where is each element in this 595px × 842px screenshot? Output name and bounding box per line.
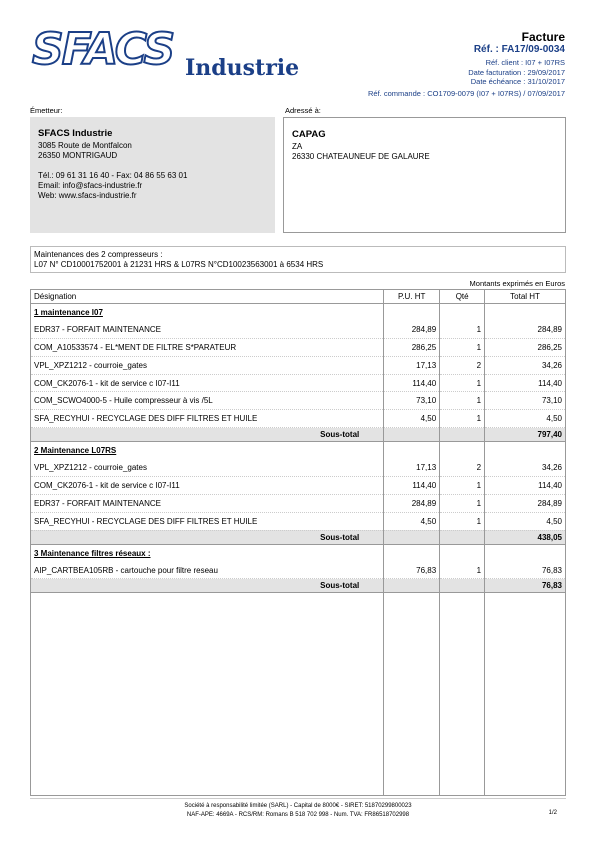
- page-number: 1/2: [548, 810, 557, 816]
- recipient-address-line1: ZA: [292, 142, 303, 151]
- item-total: 286,25: [485, 338, 566, 356]
- empty-cell: [485, 304, 566, 321]
- header-designation: Désignation: [31, 290, 384, 304]
- recipient-box: [283, 117, 566, 233]
- item-quantity: 2: [440, 459, 485, 476]
- table-header-row: [31, 290, 566, 304]
- item-designation: EDR37 - FORFAIT MAINTENANCE: [31, 494, 384, 512]
- section-title: 1 maintenance l07: [31, 304, 384, 321]
- item-unit-price: 4,50: [384, 410, 440, 428]
- item-quantity: 1: [440, 392, 485, 410]
- subtotal-value: 797,40: [485, 428, 566, 442]
- footer-line1: Société à responsabilité limitée (SARL) - Capital de 8000€ - SIRET: 51870299800023: [184, 803, 412, 809]
- item-unit-price: 17,13: [384, 356, 440, 374]
- item-unit-price: 114,40: [384, 374, 440, 392]
- client-reference: Réf. client : I07 + I07RS: [485, 58, 565, 67]
- item-designation: VPL_XPZ1212 - courroie_gates: [31, 459, 384, 476]
- item-quantity: 1: [440, 374, 485, 392]
- item-designation: EDR37 - FORFAIT MAINTENANCE: [31, 321, 384, 338]
- sender-email: Email: info@sfacs-industrie.fr: [38, 181, 143, 190]
- empty-cell: [440, 544, 485, 561]
- recipient-name: CAPAG: [292, 129, 326, 140]
- item-total: 114,40: [485, 374, 566, 392]
- maintenance-note-line2: L07 N° CD10001752001 à 21231 HRS & L07RS N°CD10023563001 à 6534 HRS: [34, 260, 324, 269]
- table-row: [31, 374, 566, 392]
- item-total: 34,26: [485, 459, 566, 476]
- table-row: [31, 494, 566, 512]
- company-logo: SFACS: [32, 24, 174, 75]
- subtotal-label: Sous-total: [31, 428, 384, 442]
- item-total: 284,89: [485, 494, 566, 512]
- item-unit-price: 286,25: [384, 338, 440, 356]
- maintenance-note: [30, 246, 566, 273]
- subtotal-value: 438,05: [485, 530, 566, 544]
- header-unit-price: P.U. HT: [384, 290, 440, 304]
- item-total: 4,50: [485, 512, 566, 530]
- empty-cell: [384, 442, 440, 459]
- item-total: 4,50: [485, 410, 566, 428]
- item-designation: AIP_CARTBEA105RB - cartouche pour filtre reseau: [31, 562, 384, 579]
- item-designation: COM_CK2076-1 - kit de service c I07-I11: [31, 477, 384, 495]
- recipient-label: Adressé à:: [285, 106, 321, 115]
- section-header-row: [31, 442, 566, 459]
- subtotal-label: Sous-total: [31, 530, 384, 544]
- section-header-row: [31, 304, 566, 321]
- empty-cell: [440, 530, 485, 544]
- due-date: Date échéance : 31/10/2017: [470, 77, 565, 86]
- recipient-address-line2: 26330 CHATEAUNEUF DE GALAURE: [292, 152, 430, 161]
- header-total: Total HT: [485, 290, 566, 304]
- table-row: [31, 562, 566, 579]
- invoice-reference: Réf. : FA17/09-0034: [473, 44, 565, 55]
- item-quantity: 1: [440, 410, 485, 428]
- section-title: 2 Maintenance L07RS: [31, 442, 384, 459]
- item-total: 34,26: [485, 356, 566, 374]
- sender-name: SFACS Industrie: [38, 128, 113, 139]
- table-row: [31, 410, 566, 428]
- subtotal-row: [31, 579, 566, 593]
- item-designation: COM_SCWO4000-5 - Huile compresseur à vis /5L: [31, 392, 384, 410]
- subtotal-value: 76,83: [485, 579, 566, 593]
- empty-cell: [440, 304, 485, 321]
- company-logo-subtitle: Industrie: [185, 55, 300, 81]
- item-unit-price: 114,40: [384, 477, 440, 495]
- empty-cell: [384, 593, 440, 796]
- sender-label: Émetteur:: [30, 106, 63, 115]
- item-quantity: 1: [440, 338, 485, 356]
- document-title: Facture: [521, 30, 565, 44]
- item-quantity: 1: [440, 321, 485, 338]
- item-designation: COM_A10533574 - EL*MENT DE FILTRE S*PARATEUR: [31, 338, 384, 356]
- item-unit-price: 76,83: [384, 562, 440, 579]
- item-quantity: 1: [440, 494, 485, 512]
- subtotal-row: [31, 530, 566, 544]
- footer: [30, 798, 566, 820]
- table-row: [31, 477, 566, 495]
- subtotal-row: [31, 428, 566, 442]
- sender-website: Web: www.sfacs-industrie.fr: [38, 191, 137, 200]
- empty-cell: [384, 530, 440, 544]
- item-total: 114,40: [485, 477, 566, 495]
- invoice-table: [30, 289, 566, 796]
- empty-cell: [440, 579, 485, 593]
- item-unit-price: 4,50: [384, 512, 440, 530]
- item-unit-price: 284,89: [384, 321, 440, 338]
- item-quantity: 2: [440, 356, 485, 374]
- order-reference: Réf. commande : CO1709-0079 (I07 + I07RS) / 07/09/2017: [368, 89, 565, 98]
- empty-cell: [31, 593, 384, 796]
- maintenance-note-line1: Maintenances des 2 compresseurs :: [34, 250, 163, 259]
- item-designation: SFA_RECYHUI - RECYCLAGE DES DIFF FILTRES ET HUILE: [31, 410, 384, 428]
- empty-cell: [440, 428, 485, 442]
- table-row: [31, 392, 566, 410]
- item-quantity: 1: [440, 512, 485, 530]
- sender-box: [30, 117, 275, 233]
- empty-cell: [485, 442, 566, 459]
- section-header-row: [31, 544, 566, 561]
- table-row: [31, 321, 566, 338]
- empty-cell: [384, 304, 440, 321]
- item-quantity: 1: [440, 562, 485, 579]
- item-designation: SFA_RECYHUI - RECYCLAGE DES DIFF FILTRES ET HUILE: [31, 512, 384, 530]
- sender-address-line2: 26350 MONTRIGAUD: [38, 151, 118, 160]
- currency-note: Montants exprimés en Euros: [469, 279, 565, 288]
- section-title: 3 Maintenance filtres réseaux :: [31, 544, 384, 561]
- invoice-date: Date facturation : 29/09/2017: [468, 68, 565, 77]
- empty-cell: [384, 428, 440, 442]
- subtotal-label: Sous-total: [31, 579, 384, 593]
- table-row: [31, 459, 566, 476]
- empty-cell: [485, 544, 566, 561]
- table-row: [31, 338, 566, 356]
- table-row: [31, 356, 566, 374]
- item-designation: COM_CK2076-1 - kit de service c I07-I11: [31, 374, 384, 392]
- empty-cell: [440, 442, 485, 459]
- sender-phone: Tél.: 09 61 31 16 40 - Fax: 04 86 55 63 01: [38, 171, 188, 180]
- item-total: 76,83: [485, 562, 566, 579]
- item-unit-price: 73,10: [384, 392, 440, 410]
- header-quantity: Qté: [440, 290, 485, 304]
- empty-cell: [384, 579, 440, 593]
- sender-address-line1: 3085 Route de Montfalcon: [38, 141, 132, 150]
- table-row: [31, 512, 566, 530]
- item-unit-price: 17,13: [384, 459, 440, 476]
- empty-cell: [384, 544, 440, 561]
- footer-line2: NAF-APE: 4669A - RCS/RM: Romans B 518 702 998 - Num. TVA: FR86518702998: [186, 812, 410, 818]
- item-unit-price: 284,89: [384, 494, 440, 512]
- item-quantity: 1: [440, 477, 485, 495]
- table-filler-row: [31, 593, 566, 796]
- item-designation: VPL_XPZ1212 - courroie_gates: [31, 356, 384, 374]
- empty-cell: [485, 593, 566, 796]
- item-total: 73,10: [485, 392, 566, 410]
- item-total: 284,89: [485, 321, 566, 338]
- empty-cell: [440, 593, 485, 796]
